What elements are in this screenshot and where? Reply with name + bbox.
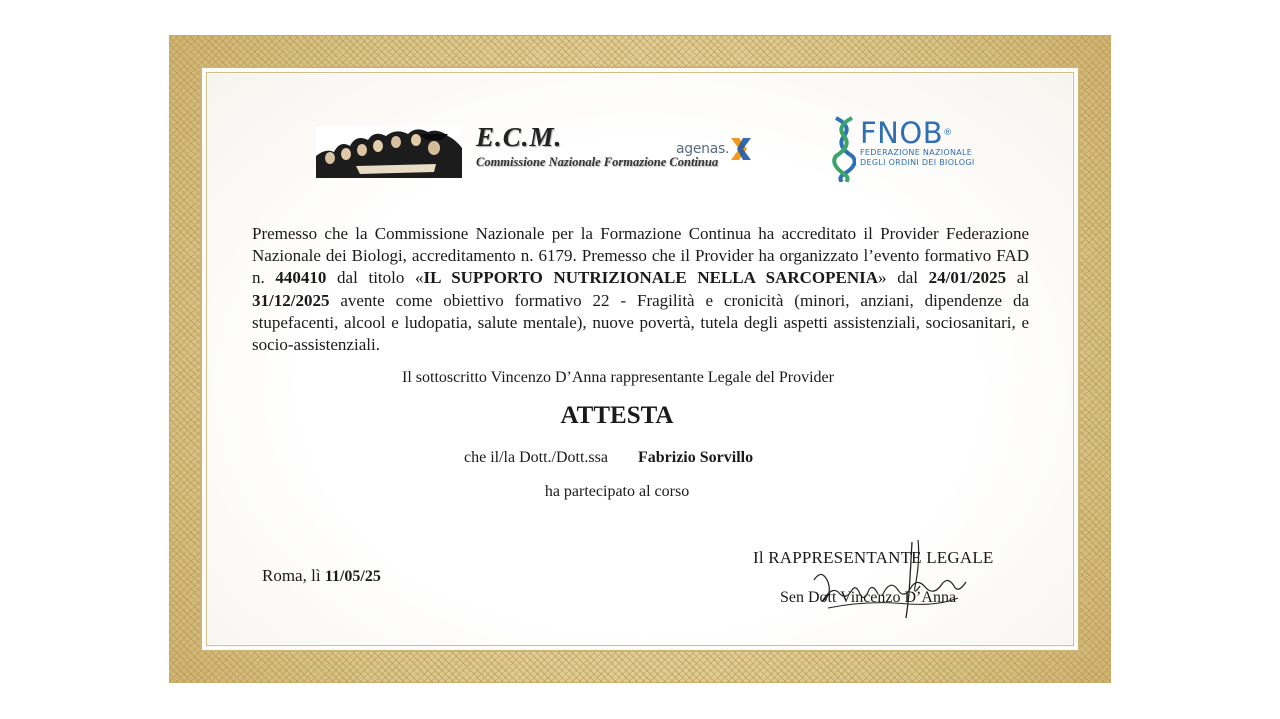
event-number: 440410	[275, 268, 327, 288]
agenas-logo-text: agenas.	[676, 141, 730, 157]
fnob-logo	[832, 116, 975, 182]
date-from: 24/01/2025	[928, 268, 1007, 288]
legal-representative-name: Sen Dott Vincenzo D’Anna	[780, 589, 957, 606]
premise-text-3: » dal	[878, 268, 929, 288]
agenas-logo	[676, 136, 755, 162]
premise-text-1: Premesso che la Commissione Nazionale per la Formazione Continua ha accreditato il Provider Federazione Nazionale dei Biologi, accreditamento n. 6179. Premesso che il Provider ha organizzato l’evento formativo FAD n.	[252, 224, 1029, 288]
date-to: 31/12/2025	[252, 290, 330, 310]
header-logos	[310, 108, 1010, 188]
premise-text-2: dal titolo «	[326, 268, 424, 288]
agenas-mark-icon	[729, 136, 755, 162]
participation-statement: ha partecipato al corso	[544, 483, 690, 500]
attesta-heading: ATTESTA	[560, 402, 674, 429]
undersigned-statement: Il sottoscritto Vincenzo D’Anna rappresentante Legale del Provider	[402, 369, 834, 386]
course-title: IL SUPPORTO NUTRIZIONALE NELLA SARCOPENIA	[423, 268, 879, 288]
premise-paragraph	[252, 223, 1029, 356]
ecm-painting-logo	[316, 126, 462, 178]
participant-label: che il/la Dott./Dott.ssa	[464, 449, 608, 466]
fnob-subtitle-line2: DEGLI ORDINI DEI BIOLOGI	[860, 158, 975, 167]
legal-representative-title: Il RAPPRESENTANTE LEGALE	[753, 548, 994, 567]
fnob-title: FNOB®	[860, 116, 953, 150]
participant-name: Fabrizio Sorvillo	[637, 449, 754, 466]
participant-line	[464, 449, 753, 467]
issue-date: 11/05/25	[324, 568, 381, 585]
place-label: Roma, lì	[262, 566, 325, 585]
certificate-border	[169, 35, 1111, 683]
premise-text-5: avente come obiettivo formativo 22 - Fragilità e cronicità (minori, anziani, dipendenze da stupefacenti, alcool e ludopatia, salute mentale), nuove povertà, tutela degli aspetti assistenziali, sociosanitari, e socio-assistenziali.	[252, 290, 1029, 355]
premise-text-4: al	[1006, 268, 1029, 288]
fnob-subtitle-line1: FEDERAZIONE NAZIONALE	[860, 148, 973, 157]
dna-helix-icon	[832, 116, 856, 182]
certificate-frame	[200, 66, 1080, 652]
ecm-subtitle: Commissione Nazionale Formazione Continua	[476, 155, 719, 169]
ecm-title: E.C.M.	[476, 122, 563, 152]
place-date	[262, 566, 381, 586]
